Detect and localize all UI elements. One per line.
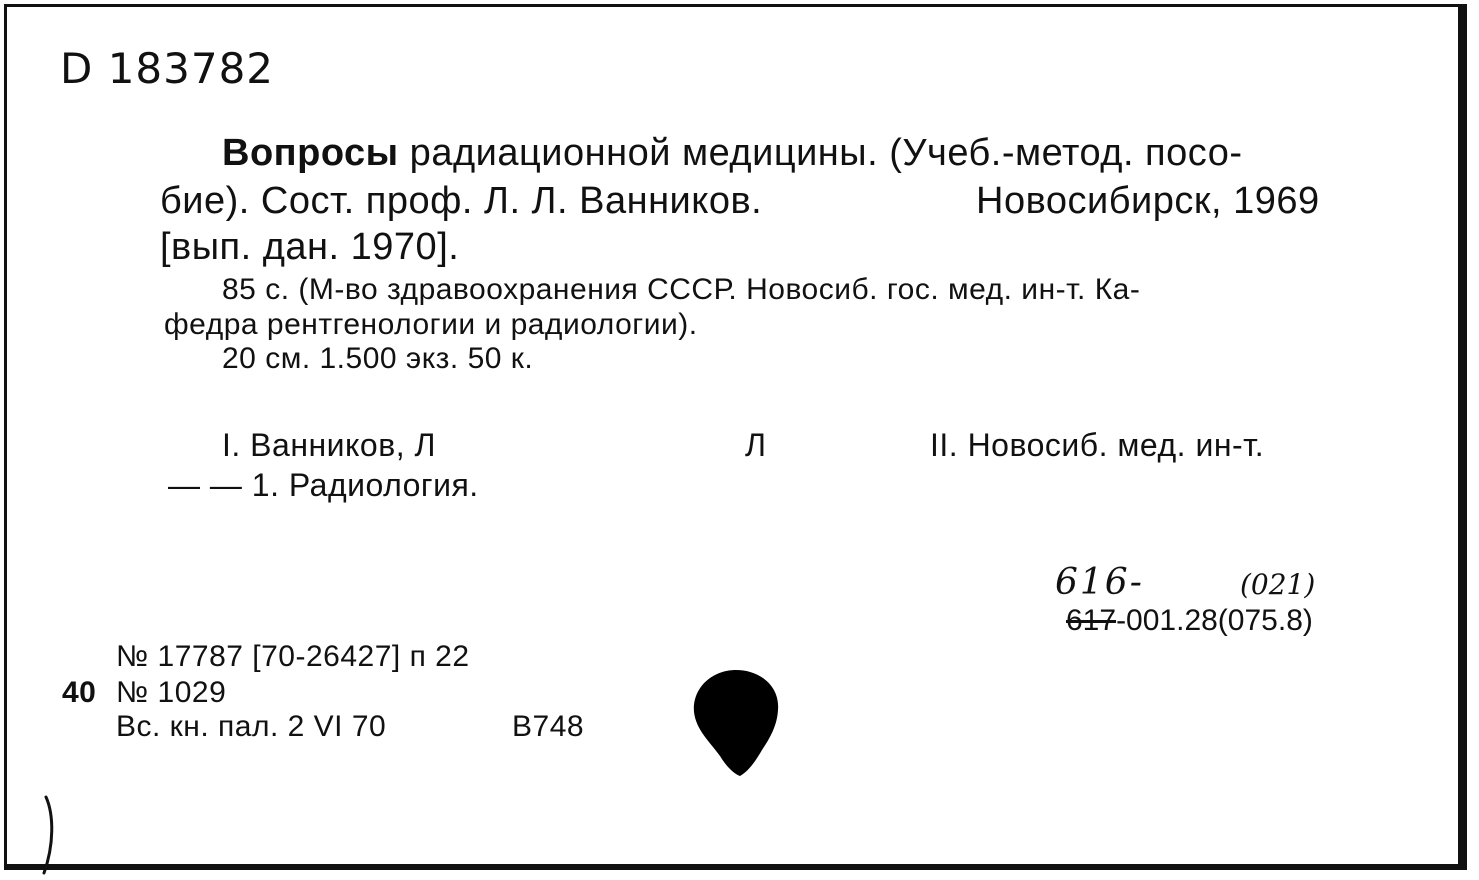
footer-margin-number: 40 bbox=[62, 676, 97, 709]
udc-printed-part: -001.28(075.8) bbox=[1116, 604, 1313, 637]
handwritten-classification-suffix: (021) bbox=[1240, 568, 1316, 601]
title-line-3: [вып. дан. 1970]. bbox=[160, 226, 460, 268]
title-line-1-rest: радиационной медицины. (Учеб.-метод. посо- bbox=[398, 132, 1243, 174]
description-line-2: федра рентгенологии и радиологии). bbox=[164, 308, 698, 341]
footer-chamber-date: Вс. кн. пал. 2 VI 70 bbox=[116, 710, 387, 743]
tracing-subject: — — 1. Радиология. bbox=[168, 467, 479, 503]
footer-code: В748 bbox=[512, 710, 585, 743]
margin-pencil-mark-icon bbox=[40, 795, 60, 875]
title-line-2: бие). Сост. проф. Л. Л. Ванников. bbox=[160, 180, 763, 222]
udc-classification bbox=[1066, 604, 1313, 638]
handwritten-classification: 616- bbox=[1055, 562, 1144, 603]
tracing-initial: Л bbox=[745, 427, 767, 463]
footer-record-number: № 1029 bbox=[116, 676, 227, 709]
tracing-institute: II. Новосиб. мед. ин-т. bbox=[930, 427, 1265, 463]
description-line-1: 85 с. (М-во здравоохранения СССР. Новосиб. гос. мед. ин-т. Ка- bbox=[222, 273, 1141, 306]
title-bold-word: Вопросы bbox=[222, 132, 399, 174]
description-line-3: 20 см. 1.500 экз. 50 к. bbox=[222, 342, 534, 375]
footer-order-number: № 17787 [70-26427] п 22 bbox=[116, 640, 470, 673]
publication-place-year: Новосибирск, 1969 bbox=[976, 180, 1320, 222]
inventory-number: D 183782 bbox=[60, 44, 275, 93]
udc-struck-part: 617 bbox=[1066, 604, 1117, 637]
title-line-1 bbox=[222, 132, 1243, 175]
tracing-author: I. Ванников, Л bbox=[222, 427, 436, 463]
ink-blot-icon bbox=[690, 666, 782, 778]
